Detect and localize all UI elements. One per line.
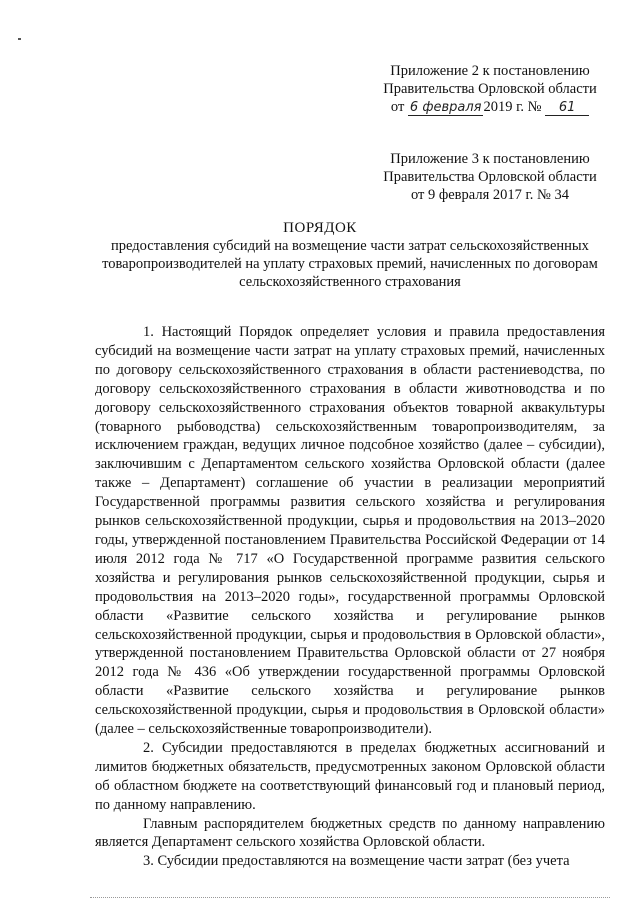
date-prefix: от (390, 99, 405, 115)
appendix-current (355, 62, 625, 116)
document-subtitle: предоставления субсидий на возмещение части затрат сельскохозяйственных товаропроизводителей на уплату страховых премий, начисленных по договорам сельскохозяйственного страхования (102, 238, 598, 290)
paragraph-3: Главным распорядителем бюджетных средств по данному направлению является Департамент сельского хозяйства Орловской области. (95, 815, 605, 851)
appendix-previous (355, 150, 625, 204)
handwritten-date: 6 февраля (409, 100, 482, 115)
appendix-previous-line2: Правительства Орловской области (383, 169, 597, 185)
paragraph-2: 2. Субсидии предоставляются в пределах бюджетных ассигнований и лимитов бюджетных обязательств, предусмотренных законом Орловской области об областном бюджете на соответствующий финансовый год и плановый период, по данному направлению. (95, 739, 605, 813)
document-title: ПОРЯДОК (283, 220, 357, 236)
handwritten-number: 61 (545, 101, 589, 116)
appendix-current-line2: Правительства Орловской области (383, 81, 597, 97)
year-suffix: 2019 г. № (483, 99, 542, 115)
appendix-current-line3 (355, 98, 625, 116)
appendix-previous-line1: Приложение 3 к постановлению (390, 151, 590, 167)
document-body (95, 323, 605, 871)
appendix-previous-line3: от 9 февраля 2017 г. № 34 (410, 187, 570, 203)
scan-mark (18, 38, 21, 40)
paragraph-4: 3. Субсидии предоставляются на возмещение части затрат (без учета (143, 853, 570, 870)
paragraph-1: 1. Настоящий Порядок определяет условия и правила предоставления субсидий на возмещение части затрат на уплату страховых премий, начисленных по договору сельскохозяйственного страхования в области растениеводства, по договору сельскохозяйственного страхования в области животноводства и по договору сельскохозяйственного страхования объектов товарной аквакультуры (товарного рыбоводства) сельскохозяйственным товаропроизводителям, за исключением граждан, ведущих личное подсобное хозяйство (далее – субсидии), заключившим с Департаментом сельского хозяйства Орловской области (далее также – Департамент) соглашение об участии в реализации мероприятий Государственной программы развития сельского хозяйства и регулирования рынков сельскохозяйственной продукции, сырья и продовольствия на 2013–2020 годы, утвержденной постановлением Правительства Российской Федерации от 14 июля 2012 года № 717 «О Государственной программе развития сельского хозяйства и регулирования рынков сельскохозяйственной продукции, сырья и продовольствия на 2013–2020 годы», государственной программы Орловской области «Развитие сельского хозяйства и регулирование рынков сельскохозяйственной продукции, сырья и продовольствия в Орловской области», утвержденной постановлением Правительства Орловской области от 27 ноября 2012 года № 436 «Об утверждении государственной программы Орловской области «Развитие сельского хозяйства и регулирование рынков сельскохозяйственной продукции, сырья и продовольствия в Орловской области» (далее – сельскохозяйственные товаропроизводители). (95, 324, 605, 738)
page-bottom-edge (90, 897, 610, 898)
appendix-current-line1: Приложение 2 к постановлению (390, 63, 590, 79)
